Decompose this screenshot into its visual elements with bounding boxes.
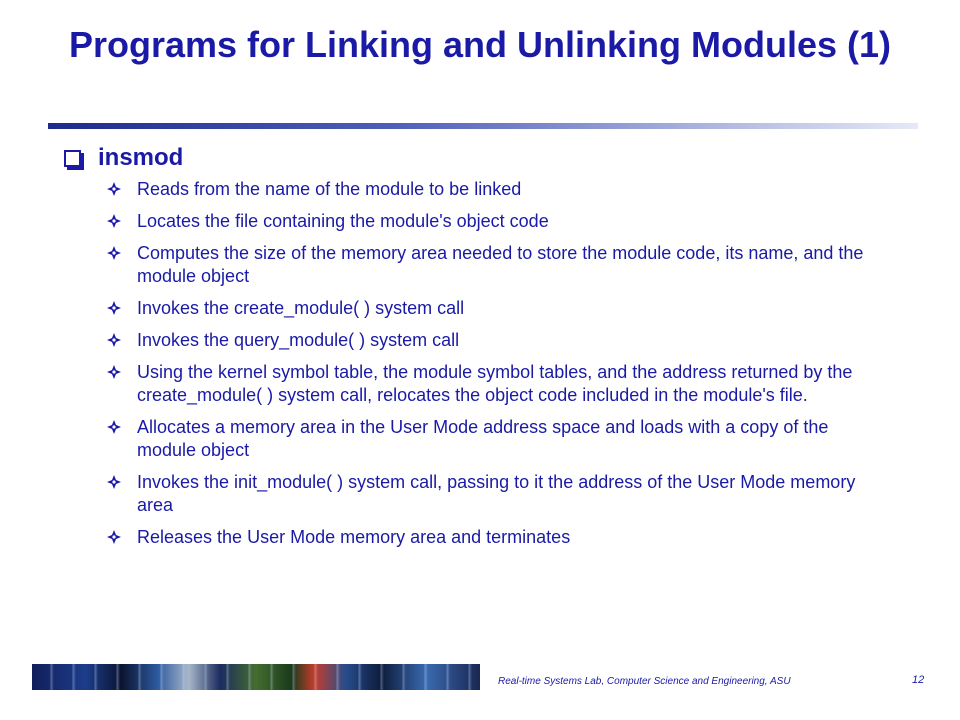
slide-title: Programs for Linking and Unlinking Modules (1) [68,24,892,65]
diamond-bullet-icon [107,333,121,347]
diamond-bullet-icon [107,420,121,434]
diamond-bullet-icon [107,214,121,228]
sub-bullet-item [105,526,875,549]
sub-bullet-text: Invokes the query_module( ) system call [137,330,460,350]
sub-bullet-list [105,178,875,558]
main-bullet-label: insmod [98,144,184,171]
sub-bullet-text: Releases the User Mode memory area and terminates [137,527,571,547]
sub-bullet-item [105,210,875,233]
diamond-bullet-icon [107,530,121,544]
diamond-bullet-icon [107,246,121,260]
diamond-bullet-icon [107,301,121,315]
sub-bullet-text: Computes the size of the memory area needed to store the module code, its name, and the module object [137,243,864,286]
sub-bullet-item [105,329,875,352]
sub-bullet-text: Reads from the name of the module to be linked [137,179,522,199]
sub-bullet-item [105,178,875,201]
sub-bullet-item [105,297,875,320]
sub-bullet-item [105,242,875,288]
sub-bullet-text: Invokes the init_module( ) system call, passing to it the address of the User Mode memory area [137,472,856,515]
diamond-bullet-icon [107,475,121,489]
sub-bullet-text: Invokes the create_module( ) system call [137,298,465,318]
square-bullet-icon [64,150,81,167]
diamond-bullet-icon [107,182,121,196]
main-bullet [64,142,183,174]
page-number: 12 [912,674,925,686]
sub-bullet-text: Allocates a memory area in the User Mode address space and loads with a copy of the module object [137,417,829,460]
diamond-bullet-icon [107,365,121,379]
title-divider [48,123,918,129]
sub-bullet-text: Locates the file containing the module's object code [137,211,549,231]
sub-bullet-item [105,471,875,517]
sub-bullet-item [105,416,875,462]
sub-bullet-text: Using the kernel symbol table, the module symbol tables, and the address returned by the create_module( ) system call, relocates the object code included in the module's file. [137,362,853,405]
sub-bullet-item [105,361,875,407]
circuit-board-image [32,664,480,690]
footer-text: Real-time Systems Lab, Computer Science and Engineering, ASU [498,676,791,687]
